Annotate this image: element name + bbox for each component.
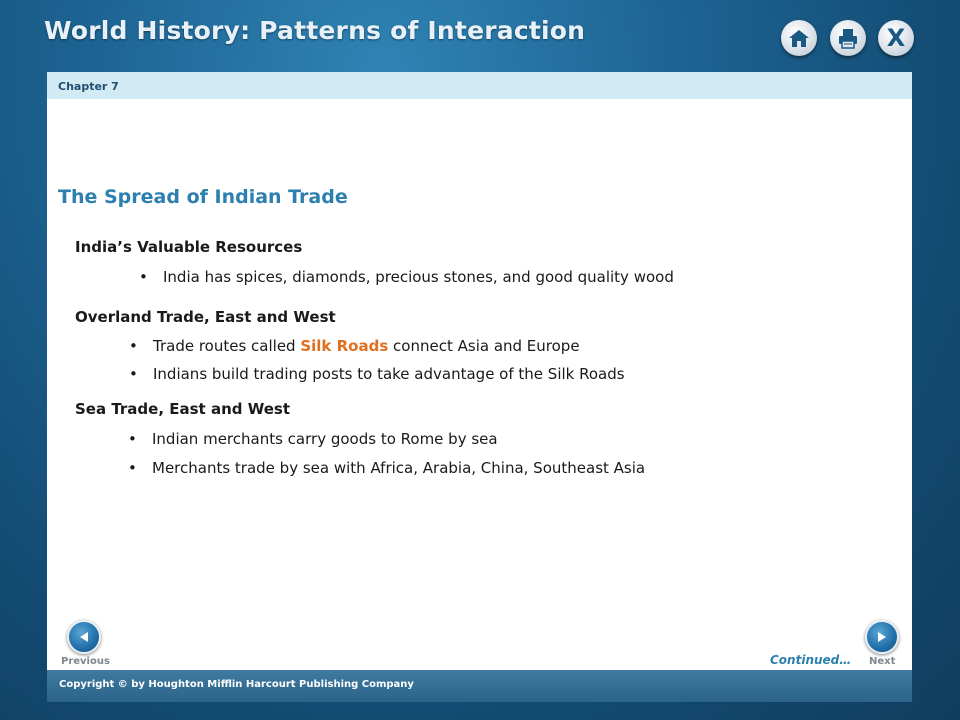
bullet-text: Merchants trade by sea with Africa, Arabia, China, Southeast Asia — [152, 459, 646, 477]
arrow-left-icon — [78, 631, 90, 643]
bullet-text: Indians build trading posts to take advantage of the Silk Roads — [153, 365, 625, 383]
bullet-icon: • — [129, 365, 138, 383]
app-title: World History: Patterns of Interaction — [44, 16, 586, 45]
previous-button[interactable] — [67, 620, 101, 654]
slide-heading: The Spread of Indian Trade — [58, 186, 348, 208]
bullet-item — [128, 430, 498, 448]
print-button[interactable] — [830, 20, 866, 56]
continued-label: Continued… — [770, 653, 852, 667]
bullet-icon: • — [139, 268, 148, 286]
close-icon: X — [886, 24, 906, 52]
home-icon — [788, 28, 810, 48]
chapter-bar — [47, 72, 912, 99]
bullet-text: India has spices, diamonds, precious stones, and good quality wood — [163, 268, 674, 286]
section-title-sea: Sea Trade, East and West — [75, 400, 290, 418]
home-button[interactable] — [781, 20, 817, 56]
slide-panel — [47, 72, 912, 670]
bullet-icon: • — [129, 337, 138, 355]
next-label[interactable]: Next — [869, 656, 896, 667]
bullet-item — [139, 268, 674, 286]
bullet-text: Indian merchants carry goods to Rome by sea — [152, 430, 498, 448]
silk-roads-term: Silk Roads — [300, 337, 389, 355]
close-button[interactable] — [878, 20, 914, 56]
section-title-overland: Overland Trade, East and West — [75, 308, 336, 326]
arrow-right-icon — [876, 631, 888, 643]
bullet-item — [129, 365, 625, 383]
bullet-item — [128, 459, 645, 477]
previous-label[interactable]: Previous — [61, 656, 110, 667]
copyright-text: Copyright © by Houghton Mifflin Harcourt Publishing Company — [59, 679, 414, 690]
next-button[interactable] — [865, 620, 899, 654]
chapter-label: Chapter 7 — [58, 80, 119, 93]
bullet-item — [129, 337, 580, 355]
print-icon — [837, 27, 859, 49]
footer-bar — [47, 670, 912, 702]
bullet-text-after: connect Asia and Europe — [388, 337, 580, 355]
bullet-icon: • — [128, 459, 137, 477]
bullet-icon: • — [128, 430, 137, 448]
bullet-text-before: Trade routes called — [153, 337, 301, 355]
section-title-resources: India’s Valuable Resources — [75, 238, 303, 256]
